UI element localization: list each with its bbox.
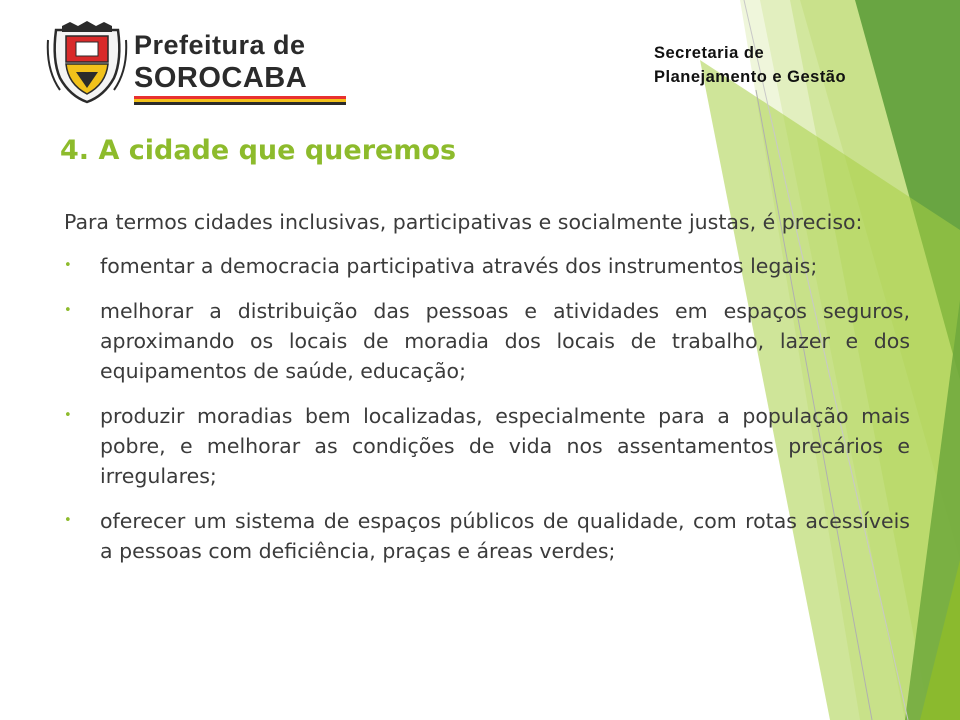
- bullet-icon: •: [64, 258, 72, 273]
- list-item: [64, 251, 910, 281]
- slide-content: [64, 207, 910, 581]
- bullet-icon: •: [64, 513, 72, 528]
- logo-stripes: [134, 96, 346, 108]
- department-line-2: Planejamento e Gestão: [654, 68, 847, 86]
- list-item-text: fomentar a democracia participativa através dos instrumentos legais;: [100, 254, 818, 278]
- prefeitura-logo: [46, 16, 308, 106]
- coat-of-arms-icon: [46, 20, 128, 104]
- department-name: [654, 41, 846, 89]
- list-item: [64, 506, 910, 566]
- logo-text-sorocaba: SOROCABA: [134, 62, 308, 94]
- slide-title: 4. A cidade que queremos: [60, 135, 457, 166]
- list-item: [64, 296, 910, 386]
- list-item-text: melhorar a distribuição das pessoas e atividades em espaços seguros, aproximando os locais de moradia dos locais de trabalho, lazer e dos equipamentos de saúde, educação;: [100, 299, 910, 383]
- logo-text-prefeitura: Prefeitura de: [134, 30, 306, 60]
- bullet-icon: •: [64, 303, 72, 318]
- bullet-list: [64, 251, 910, 566]
- list-item-text: produzir moradias bem localizadas, especialmente para a população mais pobre, e melhorar as condições de vida nos assentamentos precários e irregulares;: [100, 404, 910, 488]
- logo-stripe-black: [134, 102, 346, 105]
- intro-paragraph: Para termos cidades inclusivas, participativas e socialmente justas, é preciso:: [64, 210, 863, 234]
- department-line-1: Secretaria de: [654, 44, 765, 62]
- list-item-text: oferecer um sistema de espaços públicos de qualidade, com rotas acessíveis a pessoas com deficiência, praças e áreas verdes;: [100, 509, 910, 563]
- bullet-icon: •: [64, 408, 72, 423]
- list-item: [64, 401, 910, 491]
